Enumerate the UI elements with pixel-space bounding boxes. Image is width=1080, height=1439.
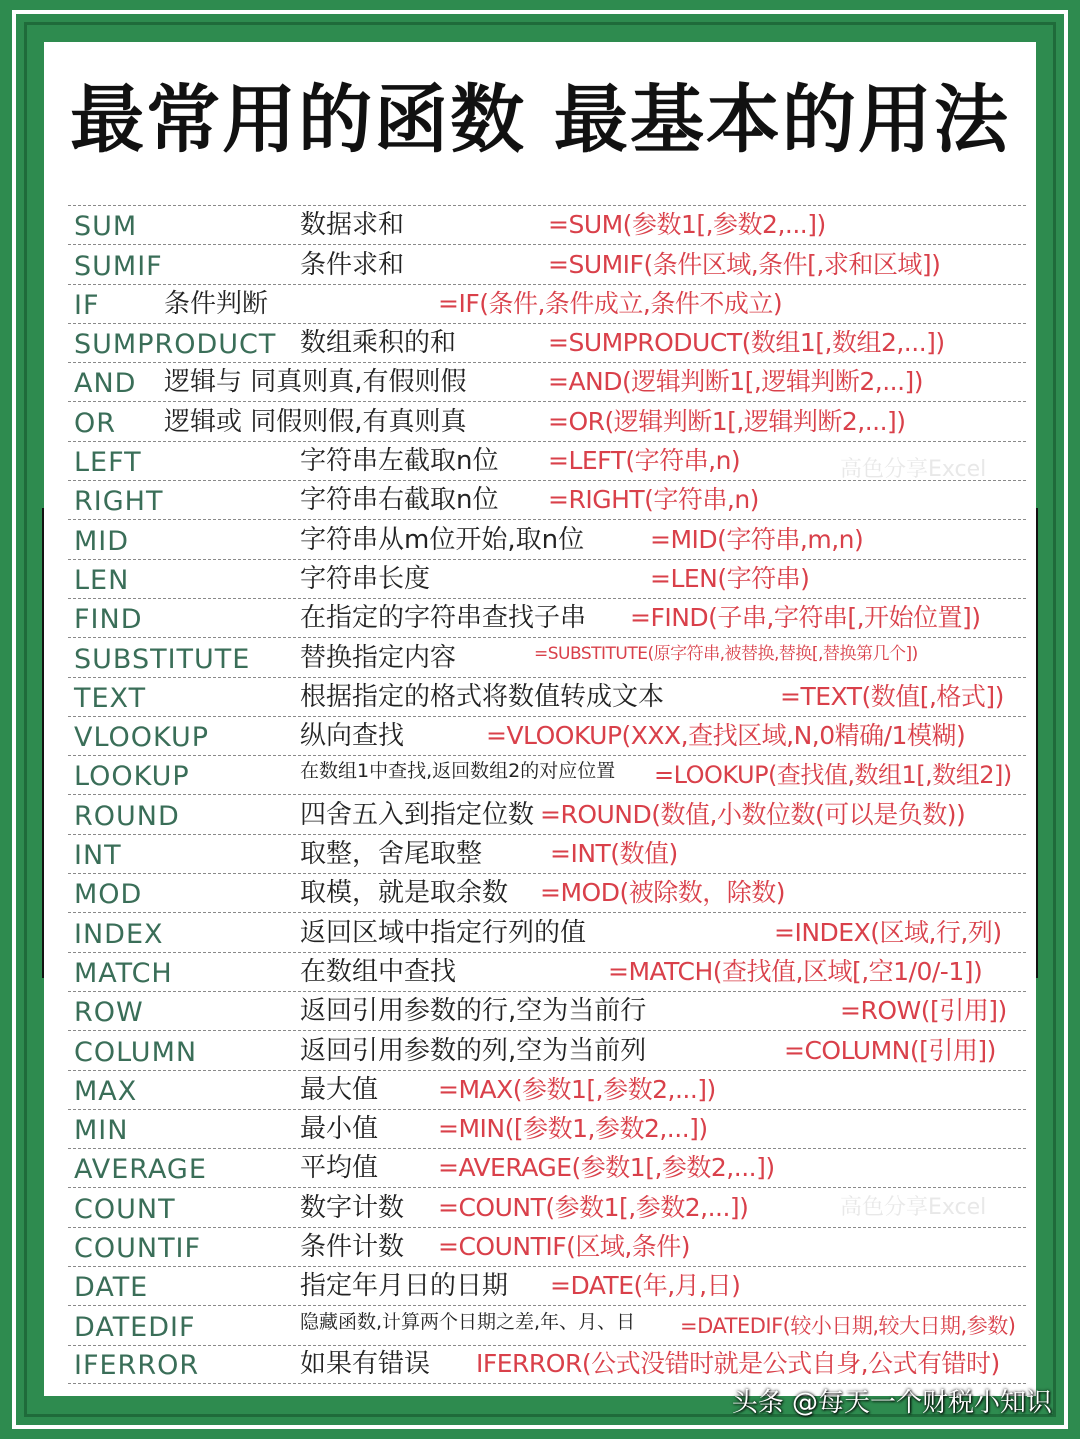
function-name: VLOOKUP: [74, 722, 210, 754]
function-syntax: =DATEDIF(较小日期,较大日期,参数): [680, 1313, 1016, 1338]
function-syntax: =IF(条件,条件成立,条件不成立): [438, 288, 783, 318]
function-syntax: =ROW([引用]): [840, 996, 1007, 1026]
table-row: [68, 1148, 1026, 1187]
function-description: 最小值: [300, 1114, 379, 1145]
function-description: 字符串长度: [300, 563, 431, 594]
function-name: MOD: [74, 879, 143, 911]
function-syntax: =VLOOKUP(XXX,查找区域,N,0精确/1模糊): [486, 721, 966, 751]
function-syntax: =ROUND(数值,小数位数(可以是负数)): [540, 799, 966, 829]
function-syntax: =SUM(参数1[,参数2,...]): [548, 210, 826, 240]
function-name: COUNTIF: [74, 1233, 202, 1265]
table-row: [68, 952, 1026, 991]
table-row: [68, 991, 1026, 1030]
function-name: MATCH: [74, 957, 173, 989]
function-description: 数字计数: [300, 1192, 405, 1223]
function-description: 字符串右截取n位: [300, 485, 499, 516]
function-description: 纵向查找: [300, 721, 405, 752]
function-syntax: =AND(逻辑判断1[,逻辑判断2,...]): [548, 367, 924, 397]
function-description: 条件计数: [300, 1232, 405, 1263]
function-syntax: =INDEX(区域,行,列): [774, 917, 1002, 947]
table-row: [68, 1345, 1026, 1384]
function-name: INDEX: [74, 918, 164, 950]
function-syntax: IFERROR(公式没错时就是公式自身,公式有错时): [476, 1348, 1000, 1378]
function-description: 条件判断: [164, 288, 269, 319]
function-syntax: =FIND(子串,字符串[,开始位置]): [630, 603, 981, 633]
table-row: [68, 1266, 1026, 1305]
function-name: COLUMN: [74, 1036, 198, 1068]
function-name: AVERAGE: [74, 1154, 207, 1186]
function-name: SUMPRODUCT: [74, 329, 277, 361]
function-description: 取整，舍尾取整: [300, 839, 483, 870]
function-syntax: =INT(数值): [550, 839, 678, 869]
function-syntax: =COUNT(参数1[,参数2,...]): [438, 1192, 749, 1222]
function-description: 在数组中查找: [300, 956, 457, 987]
function-description: 如果有错误: [300, 1348, 431, 1379]
function-name: SUMIF: [74, 250, 163, 282]
function-name: LOOKUP: [74, 761, 190, 793]
function-syntax: =MIN([参数1,参数2,...]): [438, 1114, 708, 1144]
watermark: 高色分享Excel: [840, 457, 987, 482]
function-name: SUM: [74, 211, 138, 243]
function-name: MID: [74, 525, 130, 557]
function-name: ROW: [74, 997, 144, 1029]
function-syntax: =MID(字符串,m,n): [650, 524, 864, 554]
function-syntax: =SUMPRODUCT(数组1[,数组2,...]): [548, 328, 945, 358]
function-description: 在指定的字符串查找子串: [300, 603, 587, 634]
function-name: FIND: [74, 604, 143, 636]
function-description: 逻辑或 同假则假,有真则真: [164, 406, 467, 437]
table-row: [68, 323, 1026, 362]
function-syntax: =SUMIF(条件区域,条件[,求和区域]): [548, 249, 941, 279]
function-description: 返回区域中指定行列的值: [300, 917, 587, 948]
table-row: [68, 362, 1026, 401]
function-name: DATEDIF: [74, 1311, 196, 1343]
table-row: [68, 755, 1026, 794]
function-syntax: =LOOKUP(查找值,数组1[,数组2]): [654, 761, 1012, 790]
watermark: 高色分享Excel: [840, 1195, 987, 1220]
function-name: ROUND: [74, 800, 180, 832]
function-syntax: =LEFT(字符串,n): [548, 446, 741, 476]
page-title: 最常用的函数 最基本的用法: [70, 77, 1010, 163]
table-row: [68, 519, 1026, 558]
function-description: 平均值: [300, 1153, 379, 1184]
table-row: [68, 401, 1026, 440]
function-description: 指定年月日的日期: [300, 1271, 509, 1302]
table-row: [68, 441, 1026, 480]
function-description: 数组乘积的和: [300, 328, 457, 359]
function-name: COUNT: [74, 1193, 176, 1225]
function-syntax: =LEN(字符串): [650, 563, 810, 593]
table-row: [68, 205, 1026, 244]
function-name: DATE: [74, 1272, 149, 1304]
function-description: 字符串左截取n位: [300, 446, 499, 477]
function-syntax: =AVERAGE(参数1[,参数2,...]): [438, 1153, 775, 1183]
table-row: [68, 284, 1026, 323]
function-description: 字符串从m位开始,取n位: [300, 524, 585, 555]
function-name: SUBSTITUTE: [74, 643, 251, 675]
table-row: [68, 1070, 1026, 1109]
table-row: [68, 1305, 1026, 1344]
table-row: [68, 637, 1026, 676]
function-description: 根据指定的格式将数值转成文本: [300, 681, 665, 712]
table-row: [68, 873, 1026, 912]
function-name: LEN: [74, 564, 130, 596]
table-row: [68, 559, 1026, 598]
function-description: 逻辑与 同真则真,有假则假: [164, 367, 467, 398]
table-row: [68, 912, 1026, 951]
function-description: 最大值: [300, 1074, 379, 1105]
table-row: [68, 834, 1026, 873]
table-row: [68, 244, 1026, 283]
table-row: [68, 598, 1026, 637]
function-syntax: =OR(逻辑判断1[,逻辑判断2,...]): [548, 406, 906, 436]
function-name: MIN: [74, 1115, 129, 1147]
table-row: [68, 1187, 1026, 1226]
function-name: INT: [74, 840, 122, 872]
function-description: 隐藏函数,计算两个日期之差,年、月、日: [300, 1310, 636, 1333]
footer-credit: 头条 @每天一个财税小知识: [731, 1388, 1052, 1418]
function-description: 返回引用参数的列,空为当前列: [300, 1035, 647, 1066]
table-row: [68, 794, 1026, 833]
function-description: 取模，就是取余数: [300, 878, 509, 909]
function-description: 替换指定内容: [300, 642, 457, 673]
table-row: [68, 480, 1026, 519]
function-description: 返回引用参数的行,空为当前行: [300, 996, 647, 1027]
function-syntax: =MAX(参数1[,参数2,...]): [438, 1074, 716, 1104]
table-row: [68, 1030, 1026, 1069]
function-syntax: =MATCH(查找值,区域[,空1/0/-1]): [608, 956, 983, 986]
table-row: [68, 677, 1026, 716]
function-name: IF: [74, 289, 100, 321]
table-row: [68, 716, 1026, 755]
function-table: [68, 205, 1026, 1384]
function-description: 数据求和: [300, 210, 405, 241]
function-syntax: =MOD(被除数，除数): [540, 878, 785, 908]
function-syntax: =DATE(年,月,日): [550, 1271, 741, 1301]
function-syntax: =COUNTIF(区域,条件): [438, 1232, 691, 1262]
function-name: LEFT: [74, 447, 142, 479]
table-row: [68, 1109, 1026, 1148]
function-description: 条件求和: [300, 249, 405, 280]
function-name: MAX: [74, 1075, 138, 1107]
function-name: OR: [74, 407, 117, 439]
function-name: IFERROR: [74, 1349, 200, 1381]
table-row: [68, 1227, 1026, 1266]
function-name: AND: [74, 368, 137, 400]
function-syntax: =COLUMN([引用]): [784, 1035, 996, 1065]
function-syntax: =RIGHT(字符串,n): [548, 485, 759, 515]
function-syntax: =TEXT(数值[,格式]): [780, 681, 1004, 711]
function-name: TEXT: [74, 682, 147, 714]
function-description: 四舍五入到指定位数: [300, 799, 535, 830]
function-description: 在数组1中查找,返回数组2的对应位置: [300, 760, 616, 783]
function-syntax: =SUBSTITUTE(原字符串,被替换,替换[,替换第几个]): [534, 643, 918, 664]
function-name: RIGHT: [74, 486, 164, 518]
